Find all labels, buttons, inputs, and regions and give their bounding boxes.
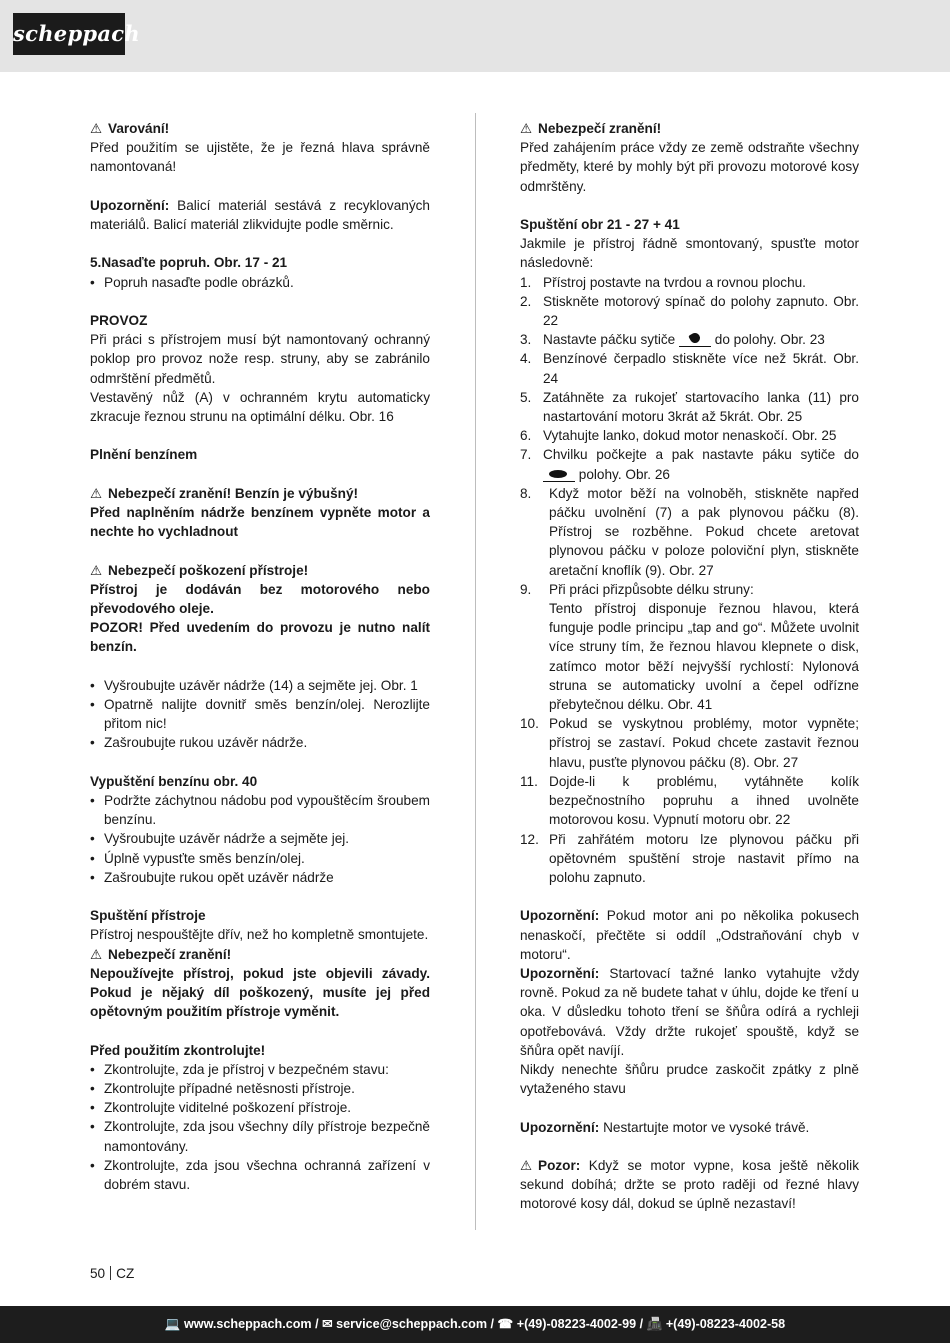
- left-column: [90, 119, 430, 1194]
- start-heading: Spuštění obr 21 - 27 + 41: [520, 217, 680, 232]
- header-bar: [0, 0, 950, 72]
- note-paragraph: Nikdy nenechte šňůru prudce zaskočit zpátky z plně vytaženého stavu: [520, 1061, 859, 1097]
- device-start-text: Přístroj nespouštějte dřív, než ho kompletně smontujete.: [90, 927, 429, 943]
- website-link[interactable]: www.scheppach.com: [183, 1317, 312, 1331]
- list-item: • Zašroubujte rukou uzávěr nádrže.: [90, 733, 430, 752]
- step-item: 7. Chvilku počkejte a pak nastavte páku sytiče do polohy. Obr. 26: [520, 447, 859, 482]
- list-item: • Zkontrolujte případné netěsnosti přístroje.: [90, 1079, 430, 1098]
- step-item: 9. Při práci přizpůsobte délku struny: Tento přístroj disponuje řeznou hlavou, která funguje podle principu „tap and go“. Můžete uvolnit více struny tím, že řeznou hlavou klepnete o disk, zatímco motor běží nejvyšší rychlostí: Nylonová struna se automaticky uvolní a čepel odřízne přebytečnou délku. Obr. 41: [520, 581, 859, 713]
- warning-triangle-icon: ⚠: [90, 121, 103, 136]
- start-intro: Jakmile je přístroj řádně smontovaný, spusťte motor následovně:: [520, 236, 859, 271]
- strap-list: [90, 273, 430, 292]
- footer-bar: 💻 www.scheppach.com / ✉ service@scheppach.com / ☎ +(49)-08223-4002-99 / 📠 +(49)-08223-4002-58: [0, 1306, 950, 1343]
- list-item: • Vyšroubujte uzávěr nádrže (14) a sejměte jej. Obr. 1: [90, 676, 430, 695]
- injury-warning-text: Nepoužívejte přístroj, pokud jste objevili závady. Pokud je nějaký díl poškozený, musíte jej před opětovným použitím přístroje vyměnit.: [90, 965, 430, 1020]
- check-heading: Před použitím zkontrolujte!: [90, 1042, 266, 1058]
- warning-triangle-icon: ⚠: [90, 946, 103, 962]
- drain-heading: Vypuštění benzínu obr. 40: [90, 773, 258, 789]
- list-item: • Zkontrolujte, zda je přístroj v bezpečném stavu:: [90, 1060, 430, 1079]
- fax-icon: 📠: [646, 1317, 663, 1331]
- step-item: 11. Dojde-li k problému, vytáhněte kolík bezpečnostního popruhu a ihned uvolněte motorovou kosu. Vypnutí motoru obr. 22: [520, 773, 859, 828]
- choke-closed-icon: [679, 332, 711, 347]
- damage-warning-heading: ⚠ Nebezpečí poškození přístroje!: [90, 561, 430, 580]
- page-number: 50 CZ: [90, 1266, 135, 1281]
- list-item: • Vyšroubujte uzávěr nádrže a sejměte jej.: [90, 829, 430, 848]
- list-item: • Podržte záchytnou nádobu pod vypouštěcím šroubem benzínu.: [90, 791, 430, 829]
- choke-open-icon: [543, 467, 575, 482]
- list-item: • Zkontrolujte, zda jsou všechna ochranná zařízení v dobrém stavu.: [90, 1156, 430, 1194]
- note-paragraph: Upozornění: Nestartujte motor ve vysoké trávě.: [520, 1119, 810, 1135]
- drain-list: [90, 791, 430, 887]
- warning-text: Před použitím se ujistěte, že je řezná hlava správně namontovaná!: [90, 140, 430, 175]
- column-divider: [475, 113, 476, 1230]
- right-column: [520, 119, 859, 1214]
- computer-icon: 💻: [164, 1317, 181, 1331]
- fax-number: +(49)-08223-4002-58: [665, 1317, 786, 1331]
- operation-paragraph: Vestavěný nůž (A) v ochranném krytu automaticky zkracuje řeznou strunu na optimální délku. Obr. 16: [90, 389, 430, 424]
- list-item: • Zkontrolujte, zda jsou všechny díly přístroje bezpečně namontovány.: [90, 1117, 430, 1155]
- damage-warning-text: POZOR! Před uvedením do provozu je nutno nalít benzín.: [90, 620, 430, 655]
- scheppach-logo: scheppach: [13, 13, 125, 55]
- step-item: 10. Pokud se vyskytnou problémy, motor vypněte; přístroj se zastaví. Pokud chcete zastavit řeznou hlavu, pusťte plynovou páčku (8). Obr. 27: [520, 716, 859, 770]
- caution-paragraph: ⚠ Pozor: Když se motor vypne, kosa ještě několik sekund dobíhá; držte se proto raději od řezné hlavy motorové kosy dál, dokud se úplně nezastaví!: [520, 1157, 859, 1212]
- step-item: 12. Při zahřátém motoru lze plynovou páčku při opětovném spuštění stroje nastavit přímo na polohu zapnuto.: [520, 831, 859, 885]
- fuel-warning-heading: ⚠ Nebezpečí zranění! Benzín je výbušný!: [90, 484, 430, 503]
- note-paragraph: Upozornění: Startovací tažné lanko vytahujte vždy rovně. Pokud za ně budete tahat v úhlu, dojde ke tření u oka. V důsledku tohoto tření se šňůra odírá a rychleji opotřebovává. Vždy držte rukojeť spouště, když se šňůra opět navíjí.: [520, 965, 859, 1058]
- operation-paragraph: Při práci s přístrojem musí být namontovaný ochranný poklop pro provoz nože resp. struny, aby se zabránilo odmrštění předmětů.: [90, 332, 430, 386]
- email-link[interactable]: service@scheppach.com: [336, 1317, 488, 1331]
- step-item: 4. Benzínové čerpadlo stiskněte více než 5krát. Obr. 24: [520, 351, 859, 386]
- fuel-list: [90, 676, 430, 753]
- mail-icon: ✉: [322, 1317, 333, 1331]
- step-item: 1. Přístroj postavte na tvrdou a rovnou plochu.: [520, 274, 806, 290]
- list-item: • Zašroubujte rukou opět uzávěr nádrže: [90, 868, 430, 887]
- list-item: • Opatrně nalijte dovnitř směs benzín/olej. Nerozlijte přitom nic!: [90, 695, 430, 733]
- step-item: 8. Když motor běží na volnoběh, stiskněte napřed páčku uvolnění (7) a pak plynovou páčku (8). Přístroj se rozběhne. Pokud chcete aretovat plynovou páčku v poloze poloviční plyn, stiskněte aretační knoflík (9). Obr. 27: [520, 485, 859, 578]
- operation-heading: PROVOZ: [90, 312, 148, 328]
- danger-text: Před zahájením práce vždy ze země odstraňte všechny předměty, které by mohly být při provozu motorové kosy odmrštěny.: [520, 140, 859, 194]
- step-item: 6. Vytahujte lanko, dokud motor nenaskočí. Obr. 25: [520, 428, 837, 444]
- step-item: 2. Stiskněte motorový spínač do polohy zapnuto. Obr. 22: [520, 293, 859, 329]
- phone-icon: ☎: [497, 1317, 514, 1331]
- list-item: • Zkontrolujte viditelné poškození přístroje.: [90, 1098, 430, 1117]
- list-item: • Úplně vypusťte směs benzín/olej.: [90, 849, 430, 868]
- device-start-heading: Spuštění přístroje: [90, 908, 206, 924]
- warning-triangle-icon: ⚠: [520, 1157, 533, 1173]
- check-list: [90, 1060, 430, 1194]
- list-item: • Popruh nasaďte podle obrázků.: [90, 273, 430, 292]
- warning-heading: ⚠ Varování!: [90, 119, 430, 138]
- warning-triangle-icon: ⚠: [90, 562, 103, 578]
- damage-warning-text: Přístroj je dodáván bez motorového nebo převodového oleje.: [90, 581, 430, 616]
- warning-triangle-icon: ⚠: [90, 485, 103, 501]
- danger-heading: ⚠ Nebezpečí zranění!: [520, 119, 859, 138]
- strap-heading: 5.Nasaďte popruh. Obr. 17 - 21: [90, 255, 288, 271]
- step-item: 5. Zatáhněte za rukojeť startovacího lanka (11) pro nastartování motoru 3krát až 5krát. Obr. 25: [520, 389, 859, 425]
- phone-number: +(49)-08223-4002-99: [516, 1317, 637, 1331]
- warning-triangle-icon: ⚠: [520, 121, 533, 136]
- injury-warning-heading: ⚠ Nebezpečí zranění!: [90, 945, 430, 964]
- start-steps: [520, 273, 859, 888]
- step-item: 3. Nastavte páčku sytiče do polohy. Obr. 23: [520, 332, 825, 348]
- fuel-heading: Plnění benzínem: [90, 447, 198, 463]
- packaging-note: Upozornění: Balicí materiál sestává z recyklovaných materiálů. Balicí materiál zlikvidujte podle směrnic.: [90, 197, 430, 232]
- note-paragraph: Upozornění: Pokud motor ani po několika pokusech nenaskočí, přečtěte si oddíl „Odstraňování chyb v motoru“.: [520, 908, 859, 962]
- fuel-warning-text: Před naplněním nádrže benzínem vypněte motor a nechte ho vychladnout: [90, 504, 430, 540]
